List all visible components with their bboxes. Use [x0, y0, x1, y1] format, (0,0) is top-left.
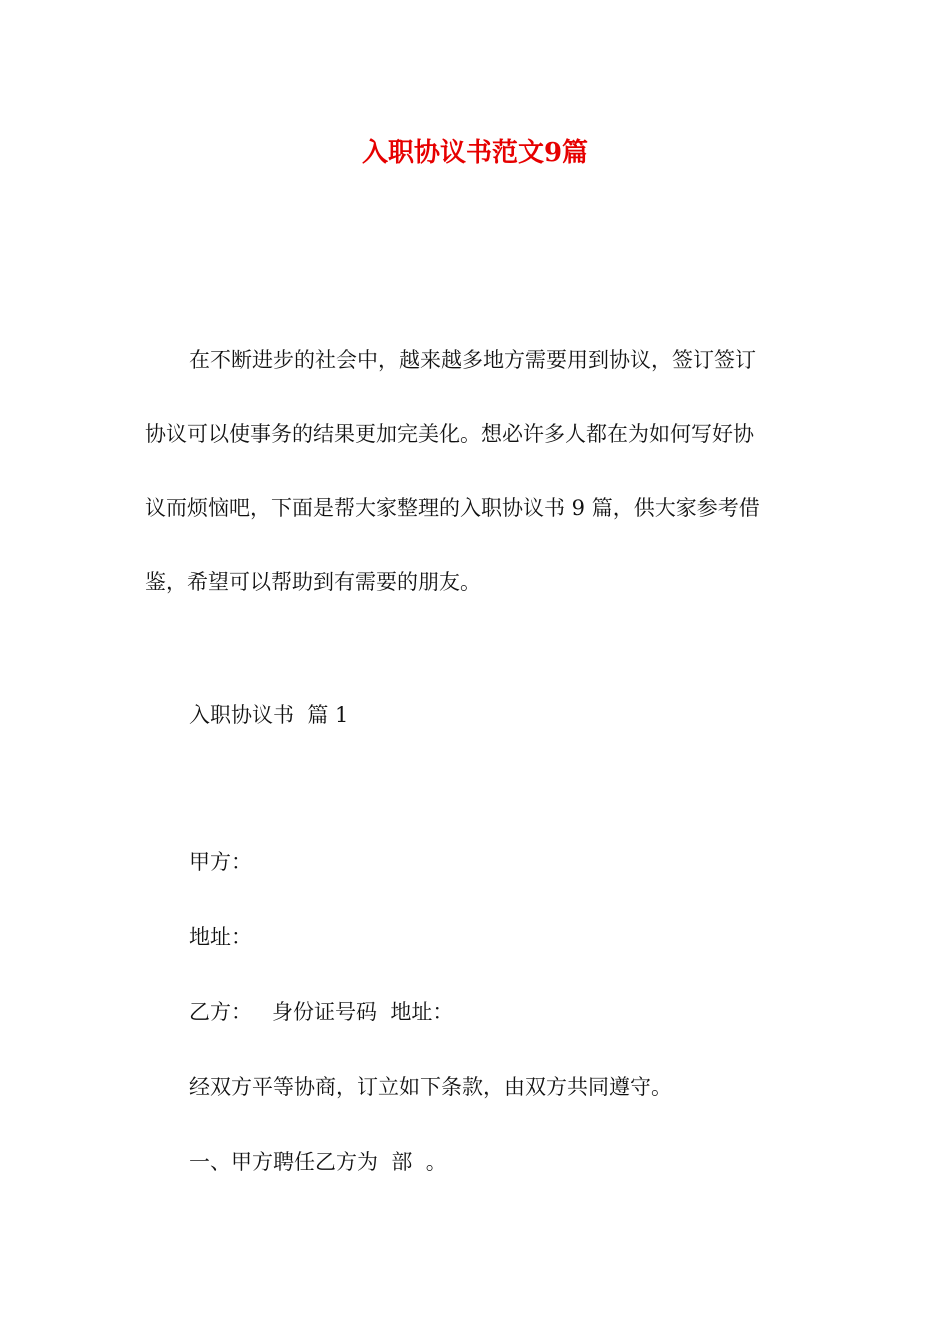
- intro-line-2: 协议可以使事务的结果更加完美化。想必许多人都在为如何写好协: [145, 422, 754, 446]
- intro-line-3: 议而烦恼吧，下面是帮大家整理的入职协议书 9 篇，供大家参考借: [145, 496, 760, 520]
- party-b-label: 乙方： 身份证号码 地址：: [189, 1000, 454, 1024]
- intro-paragraph: [145, 323, 809, 619]
- document-title: 入职协议书范文9篇: [361, 138, 589, 168]
- agreement-statement: 经双方平等协商，订立如下条款，由双方共同遵守。: [189, 1075, 672, 1099]
- party-a-label: 甲方：: [189, 850, 252, 874]
- section-heading: 入职协议书 篇 1: [189, 703, 349, 727]
- address-label: 地址：: [189, 925, 252, 949]
- clause-1: 一、甲方聘任乙方为 部 。: [189, 1150, 447, 1174]
- intro-line-4: 鉴，希望可以帮助到有需要的朋友。: [145, 570, 481, 594]
- intro-line-1: 在不断进步的社会中，越来越多地方需要用到协议，签订签订: [189, 348, 756, 372]
